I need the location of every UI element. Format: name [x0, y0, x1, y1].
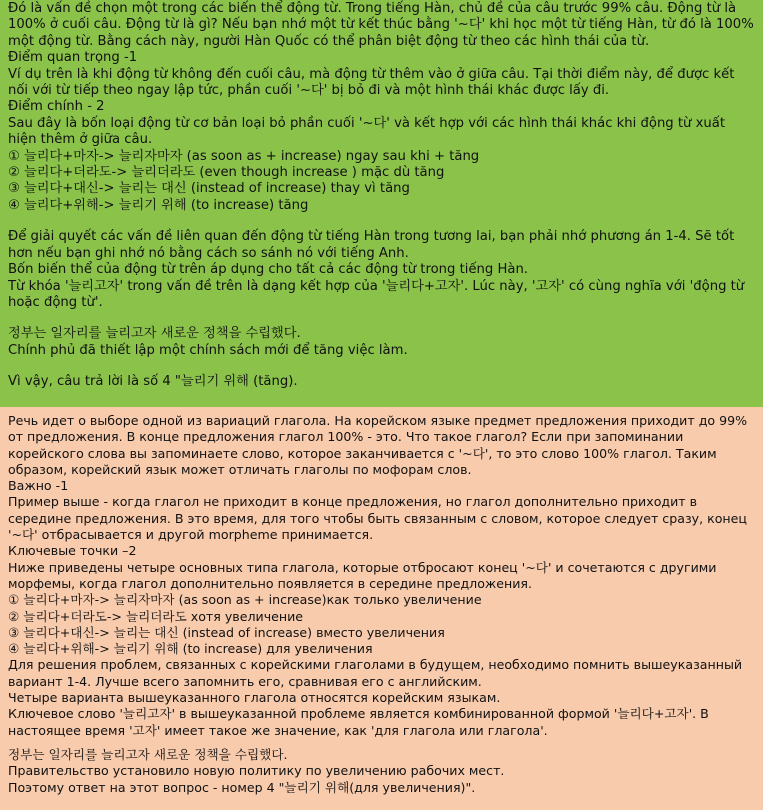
vi-korean-sentence: 정부는 일자리를 늘리고자 새로운 정책을 수립했다.	[8, 326, 301, 342]
vi-point1-title: Điểm quan trọng -1	[8, 50, 138, 66]
vi-point2-title: Điểm chính - 2	[8, 99, 105, 115]
ru-spacer-1	[8, 739, 755, 747]
vi-option-1: ① 늘리다+마자-> 늘리자마자 (as soon as + increase) ngay sau khi + tăng	[8, 148, 480, 164]
vi-advice: Để giải quyết các vấn đề liên quan đến động từ tiếng Hàn trong tương lai, bạn phải nhớ phương án 1-4. Sẽ tốt hơn nếu bạn ghi nhớ nó bằng cách so sánh nó với tiếng Anh.	[8, 229, 735, 261]
ru-korean-sentence: 정부는 일자리를 늘리고자 새로운 정책을 수립했다.	[8, 746, 288, 762]
ru-option-3: ③ 늘리다+대신-> 늘리는 대신 (instead of increase) вместо увеличения	[8, 624, 445, 640]
vi-option-2: ② 늘리다+더라도-> 늘리더라도 (even though increase ) mặc dù tăng	[8, 165, 445, 181]
ru-intro: Речь идет о выборе одной из вариаций глагола. На корейском языке предмет предложения приходит до 99% от предложения. В конце предложения глагол 100% - это. Что такое глагол? Если при запоминании корейского слова вы запоминаете слово, которое заканчивается с '~다', то это слово 100% глагол. Таким образом, корейский язык может отличать глаголы по мофорам слов.	[8, 413, 748, 477]
ru-translation: Правительство установило новую политику по увеличению рабочих мест.	[8, 763, 505, 779]
ru-option-1: ① 늘리다+마자-> 늘리자마자 (as soon as + increase)как только увеличение	[8, 592, 482, 608]
ru-answer: Поэтому ответ на этот вопрос - номер 4 "늘리기 위해(для увеличения)".	[8, 779, 476, 795]
ru-option-4: ④ 늘리다+위해-> 늘리기 위해 (to increase) для увеличения	[8, 641, 373, 657]
vi-translation: Chính phủ đã thiết lập một chính sách mới để tăng việc làm.	[8, 342, 408, 358]
vi-four-variants: Bốn biến thể của động từ trên áp dụng cho tất cả các động từ trong tiếng Hàn.	[8, 262, 528, 278]
vi-option-3: ③ 늘리다+대신-> 늘리는 대신 (instead of increase) thay vì tăng	[8, 181, 410, 197]
vi-spacer-1	[8, 214, 755, 229]
ru-advice: Для решения проблем, связанных с корейскими глаголами в будущем, необходимо помнить вышеуказанный вариант 1-4. Лучше всего запомнить его, сравнивая его с английским.	[8, 657, 743, 689]
ru-point1-title: Важно -1	[8, 478, 69, 494]
vi-answer: Vì vậy, câu trả lời là số 4 "늘리기 위해 (tăng).	[8, 374, 298, 390]
ru-point2-text: Ниже приведены четыре основных типа глагола, которые отбросают конец '~다' и сочетаются с другими морфемы, когда глагол дополнительно появляется в середине предложения.	[8, 559, 717, 591]
russian-explanation-panel	[0, 407, 763, 810]
ru-point1-text: Пример выше - когда глагол не приходит в конце предложения, но глагол дополнительно приходит в середине предложения. В это время, для того чтобы быть связанным с словом, которое следует сразу, конец '~다' отбрасывается и другой morpheme принимается.	[8, 494, 747, 543]
ru-option-2: ② 늘리다+더라도-> 늘리더라도 хотя увеличение	[8, 608, 304, 624]
vi-option-4: ④ 늘리다+위해-> 늘리기 위해 (to increase) tăng	[8, 197, 309, 213]
vi-spacer-3	[8, 359, 755, 374]
ru-four-variants: Четыре варианта вышеуказанного глагола относятся корейским языкам.	[8, 690, 501, 706]
ru-keyword: Ключевое слово '늘리고자' в вышеуказанной проблеме является комбинированной формой '늘리다+고자'. В настоящее время '고자' имеет такое же значение, как 'для глагола или глагола'.	[8, 706, 709, 738]
vi-point1-text: Ví dụ trên là khi động từ không đến cuối câu, mà động từ thêm vào ở giữa câu. Tại thời điểm này, để được kết nối với từ tiếp theo ngay lập tức, phần cuối '~다' bị bỏ đi và một hình thái khác được lấy đi.	[8, 66, 735, 99]
vi-keyword: Từ khóa '늘리고자' trong vấn đề trên là dạng kết hợp của '늘리다+고자'. Lúc này, '고자' có cùng nghĩa với 'động từ hoặc động từ'.	[8, 278, 745, 310]
ru-point2-title: Ключевые точки –2	[8, 543, 137, 559]
vi-intro: Đó là vấn đề chọn một trong các biến thể động từ. Trong tiếng Hàn, chủ đề của câu trước 99% câu. Động từ là 100% ở cuối câu. Động từ là gì? Nếu bạn nhớ một từ kết thúc bằng '~다' khi học một từ tiếng Hàn, từ đó là 100% một động từ. Bằng cách này, người Hàn Quốc có thể phân biệt động từ theo các hình thái của từ.	[8, 1, 754, 49]
vi-spacer-2	[8, 311, 755, 326]
vi-point2-text: Sau đây là bốn loại động từ cơ bản loại bỏ phần cuối '~다' và kết hợp với các hình thái khác khi động từ xuất hiện thêm ở giữa câu.	[8, 115, 726, 148]
